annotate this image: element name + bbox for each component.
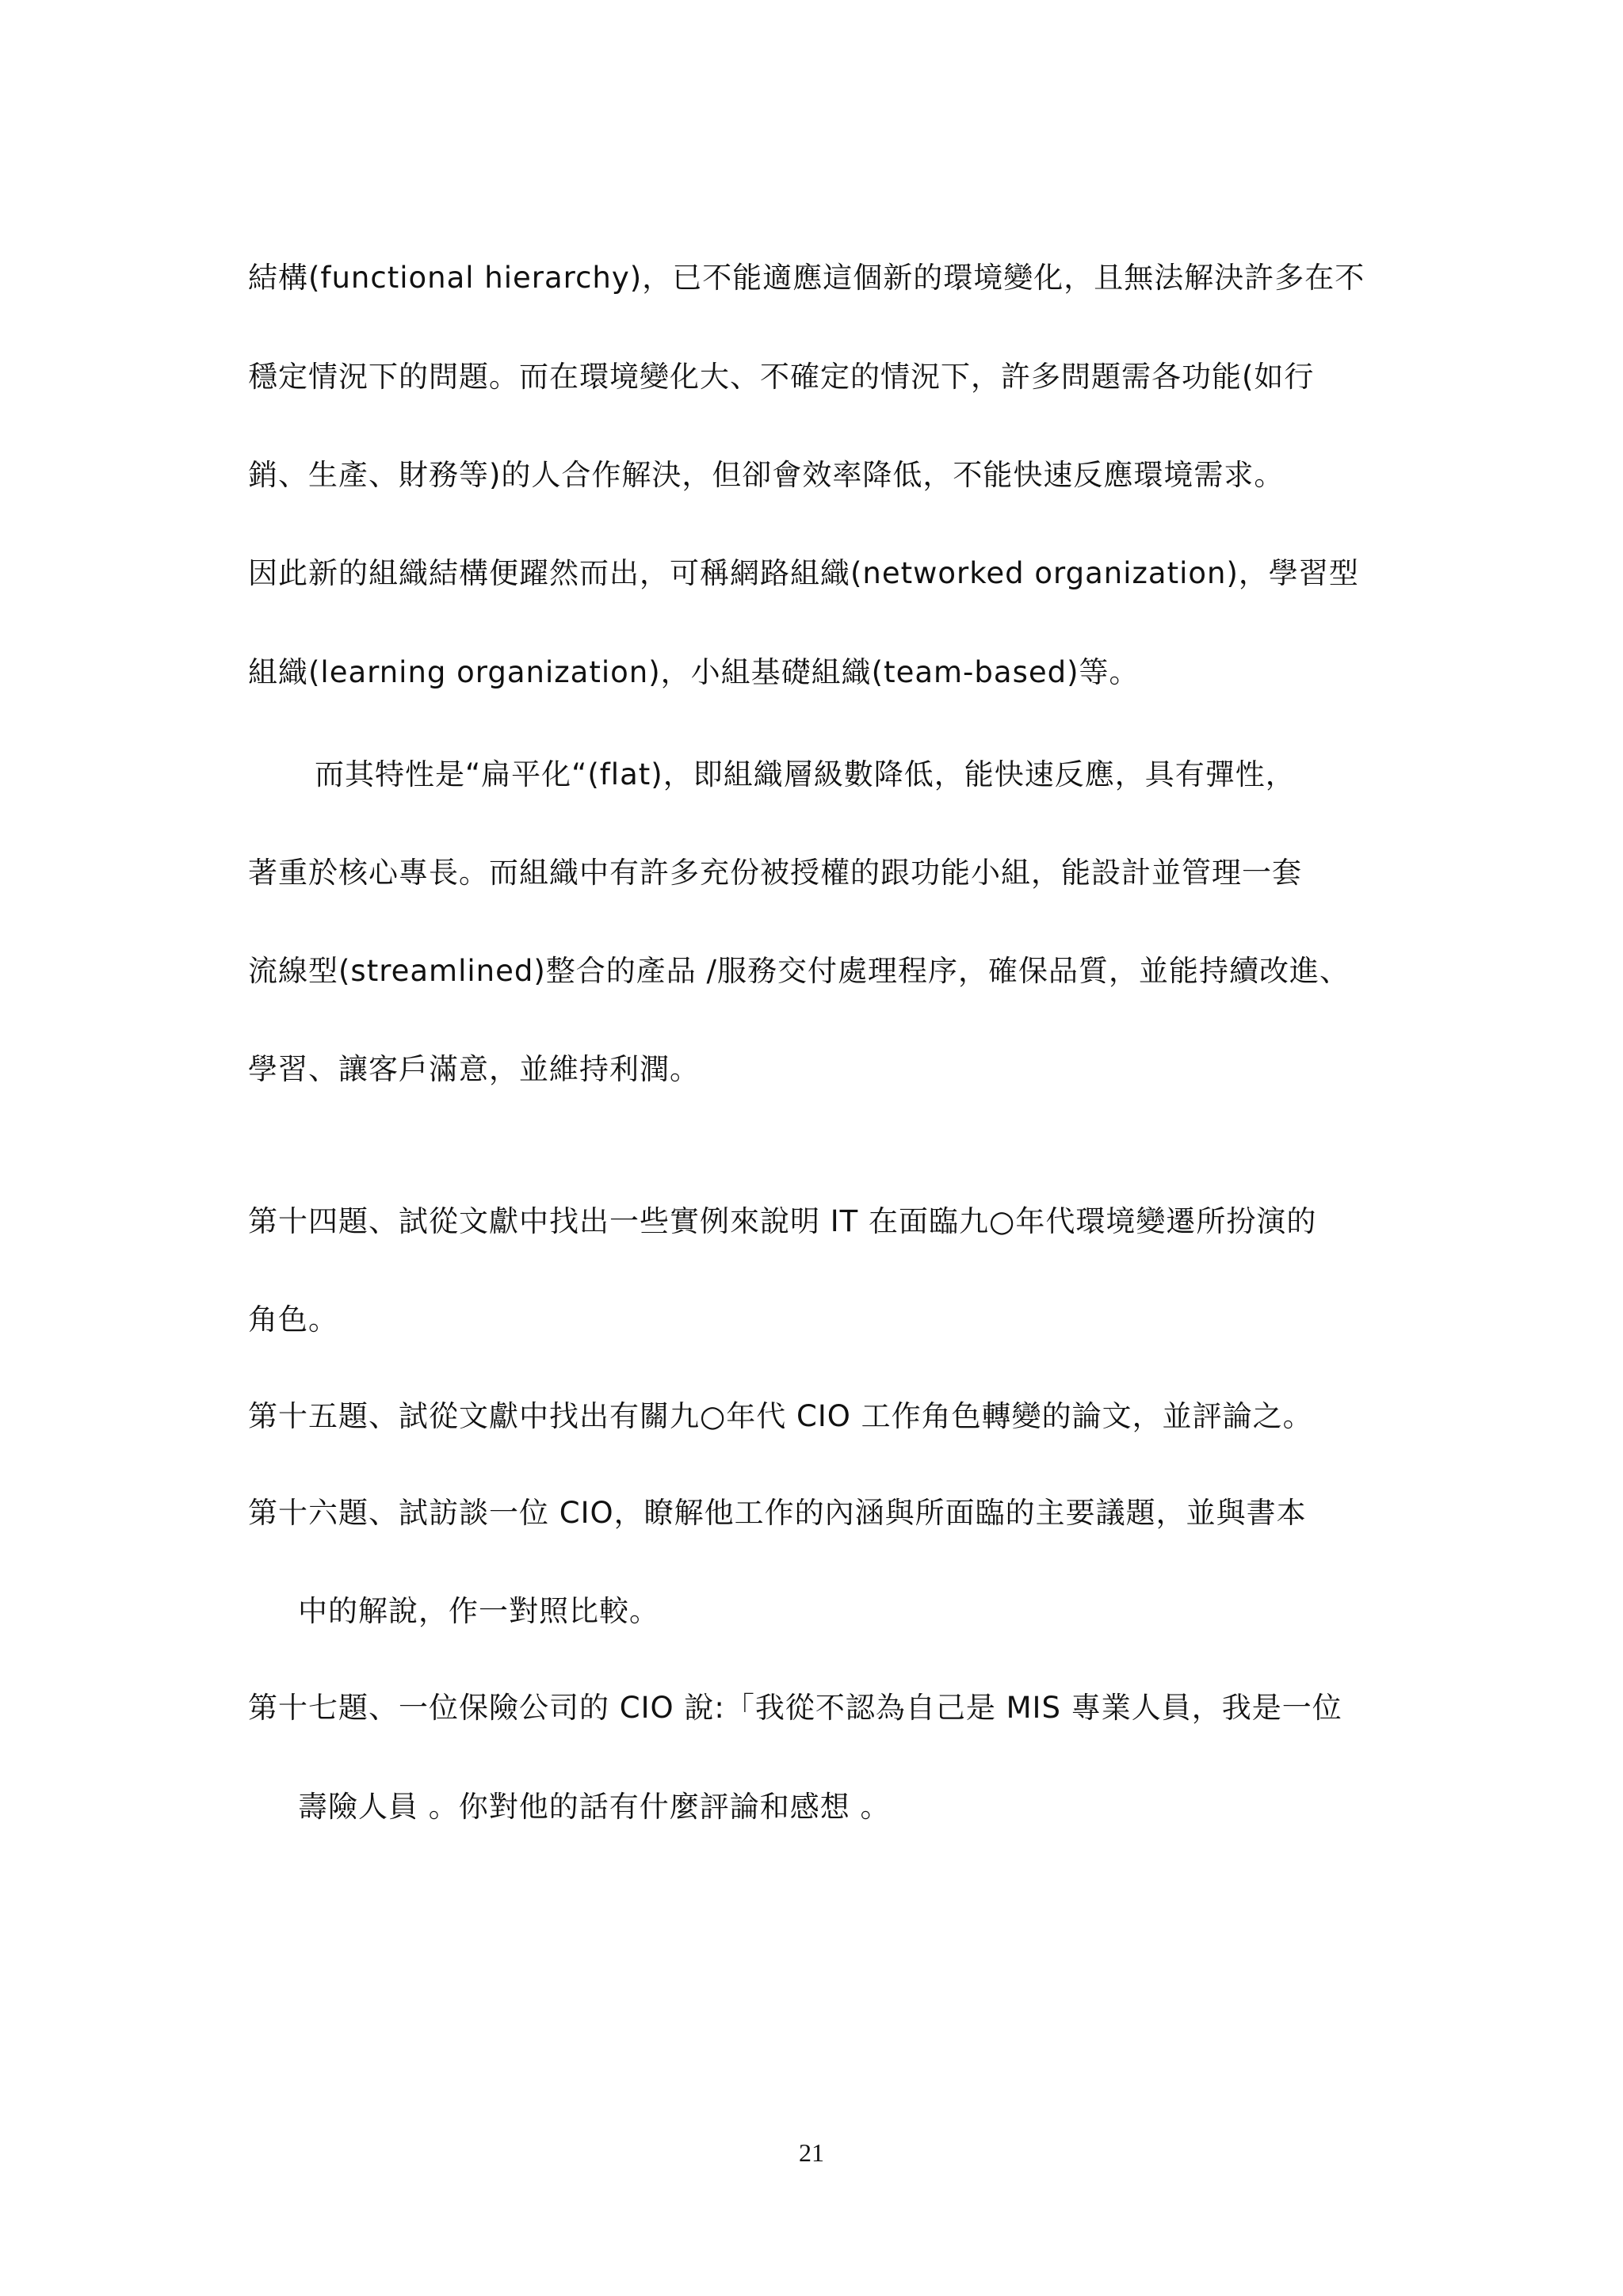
page-number: 21 (799, 2138, 824, 2167)
paragraph-1-line-2: 穩定情況下的問題。而在環境變化大、不確定的情況下，許多問題需各功能(如行 (248, 360, 1315, 394)
paragraph-2-line-3: 流線型(streamlined)整合的產品 /服務交付處理程序，確保品質，並能持續改進、 (248, 954, 1350, 988)
question-16-line-2: 中的解說，作一對照比較。 (298, 1594, 659, 1628)
paragraph-2-line-1: 而其特性是“扁平化“(flat)，即組織層級數降低，能快速反應，具有彈性， (315, 757, 1296, 791)
question-15-line-1: 第十五題、試從文獻中找出有關九○年代 CIO 工作角色轉變的論文，並評論之。 (248, 1399, 1313, 1433)
paragraph-1-line-1: 結構(functional hierarchy)，已不能適應這個新的環境變化，且無法解決許多在不 (248, 261, 1365, 295)
question-17-line-1: 第十七題、一位保險公司的 CIO 說:「我從不認為自己是 MIS 專業人員，我是一位 (248, 1691, 1342, 1725)
paragraph-1-line-5: 組織(learning organization)，小組基礎組織(team-based)等。 (248, 655, 1140, 689)
question-14-line-1: 第十四題、試從文獻中找出一些實例來說明 IT 在面臨九○年代環境變遷所扮演的 (248, 1204, 1317, 1238)
question-16-line-1: 第十六題、試訪談一位 CIO，瞭解他工作的內涵與所面臨的主要議題，並與書本 (248, 1496, 1307, 1530)
paragraph-1-line-3: 銷、生產、財務等)的人合作解決，但卻會效率降低，不能快速反應環境需求。 (248, 458, 1285, 492)
question-14-line-2: 角色。 (248, 1302, 338, 1337)
paragraph-2-line-4: 學習、讓客戶滿意，並維持利潤。 (248, 1052, 700, 1086)
paragraph-2-line-2: 著重於核心專長。而組織中有許多充份被授權的跟功能小組，能設計並管理一套 (248, 856, 1302, 890)
question-17-line-2: 壽險人員 。你對他的話有什麼評論和感想 。 (298, 1790, 891, 1824)
paragraph-1-line-4: 因此新的組織結構便躍然而出，可稱網路組織(networked organization)，學習型 (248, 556, 1359, 590)
